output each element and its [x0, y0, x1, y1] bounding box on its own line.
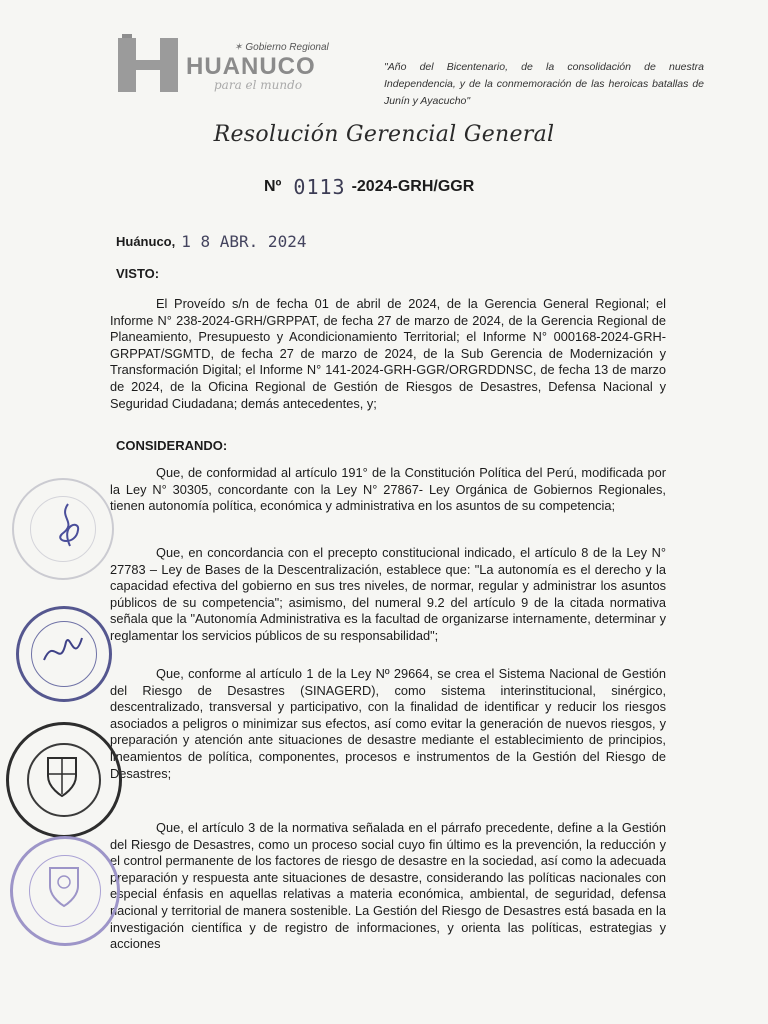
stamped-number: 0113	[293, 175, 346, 199]
paragraph-considerando-4: Que, el artículo 3 de la normativa señalada en el párrafo precedente, define a la Gestión del Riesgo de Desastres, como un proceso social cuyo fin último es la prevención, la reducción y el control permanente de los factores de riesgo de desastre en la sociedad, así como la adecuada preparación y respuesta ante situaciones de desastre, considerando las políticas nacionales con especial énfasis en aquellas relativas a materia económica, ambiental, de seguridad, defensa nacional y territorial de manera sostenible. La Gestión del Riesgo de Desastres está basada en la investigación científica y de registro de informaciones, y orienta las políticas, estrategias y acciones	[110, 820, 666, 952]
signature-scribble	[40, 630, 86, 674]
coat-of-arms-icon	[42, 752, 82, 800]
paragraph-considerando-1: Que, de conformidad al artículo 191° de la Constitución Política del Perú, modificada por la Ley N° 30305, concordante con la Ley N° 27867- Ley Orgánica de Gobiernos Regionales, tienen autonomía política, económica y administrativa en los asuntos de su competencia;	[110, 465, 666, 514]
logo-org-name: HUANUCO	[186, 53, 316, 80]
heading-considerando: CONSIDERANDO:	[116, 438, 228, 453]
signature-initials	[48, 500, 88, 550]
logo-tagline: para el mundo	[214, 78, 303, 92]
paragraph-visto: El Proveído s/n de fecha 01 de abril de 2024, de la Gerencia General Regional; el Informe N° 238-2024-GRH/GRPPAT, de fecha 27 de marzo de 2024, de la Gerencia Regional de Planeamiento, Presupuesto y Acondicionamiento Territorial; el Informe N° 000168-2024-GRH-GRPPAT/SGMTD, de fecha 27 de marzo de 2024, de la Sub Gerencia de Modernización y Transformación Digital; el Informe N° 141-2024-GRH-GGR/ORGRDDNSC, de fecha 13 de marzo de 2024, de la Oficina Regional de Gestión de Riesgos de Desastres, Defensa Nacional y Seguridad Ciudadana; demás antecedentes, y;	[110, 296, 666, 411]
heading-visto: VISTO:	[116, 266, 160, 281]
logo-h-emblem	[116, 38, 180, 92]
date-line	[116, 232, 306, 251]
resolution-number	[264, 175, 474, 199]
stamped-date: 1 8 ABR. 2024	[181, 232, 307, 251]
year-motto: "Año del Bicentenario, de la consolidación de nuestra Independencia, y de la conmemoración de las heroicas batallas de Junín y Ayacucho"	[384, 61, 704, 107]
shield-icon	[44, 862, 84, 910]
logo-org-top: Gobierno Regional	[245, 42, 329, 53]
paragraph-considerando-3: Que, conforme al artículo 1 de la Ley Nº 29664, se crea el Sistema Nacional de Gestión del Riesgo de Desastres (SINAGERD), como sistema interinstitucional, sinérgico, descentralizado, transversal y participativo, con la finalidad de identificar y reducir los riesgos asociados a peligros o minimizar sus efectos, así como evitar la generación de nuevos riesgos, y preparación y atención ante situaciones de desastre mediante el establecimiento de principios, lineamientos de política, componentes, procesos e instrumentos de la Gestión del Riesgo de Desastres;	[110, 666, 666, 781]
paragraph-considerando-2: Que, en concordancia con el precepto constitucional indicado, el artículo 8 de la Ley N° 27783 – Ley de Bases de la Descentralización, establece que: "La autonomía es el derecho y la capacidad efectiva del gobierno en sus tres niveles, de normar, regular y administrar los asuntos públicos de su competencia"; asimismo, del numeral 9.2 del artículo 9 de la citada normativa señala que la "Autonomía Administrativa es la facultad de organizarse internamente, determinar y reglamentar los servicios públicos de su responsabilidad";	[110, 545, 666, 643]
star-icon: ✶	[234, 42, 243, 53]
number-prefix: Nº	[264, 178, 282, 195]
number-suffix: -2024-GRH/GGR	[351, 178, 475, 195]
date-city: Huánuco,	[116, 234, 176, 249]
resolution-title: Resolución Gerencial General	[213, 122, 555, 147]
gobierno-regional-huanuco-logo	[116, 36, 344, 98]
